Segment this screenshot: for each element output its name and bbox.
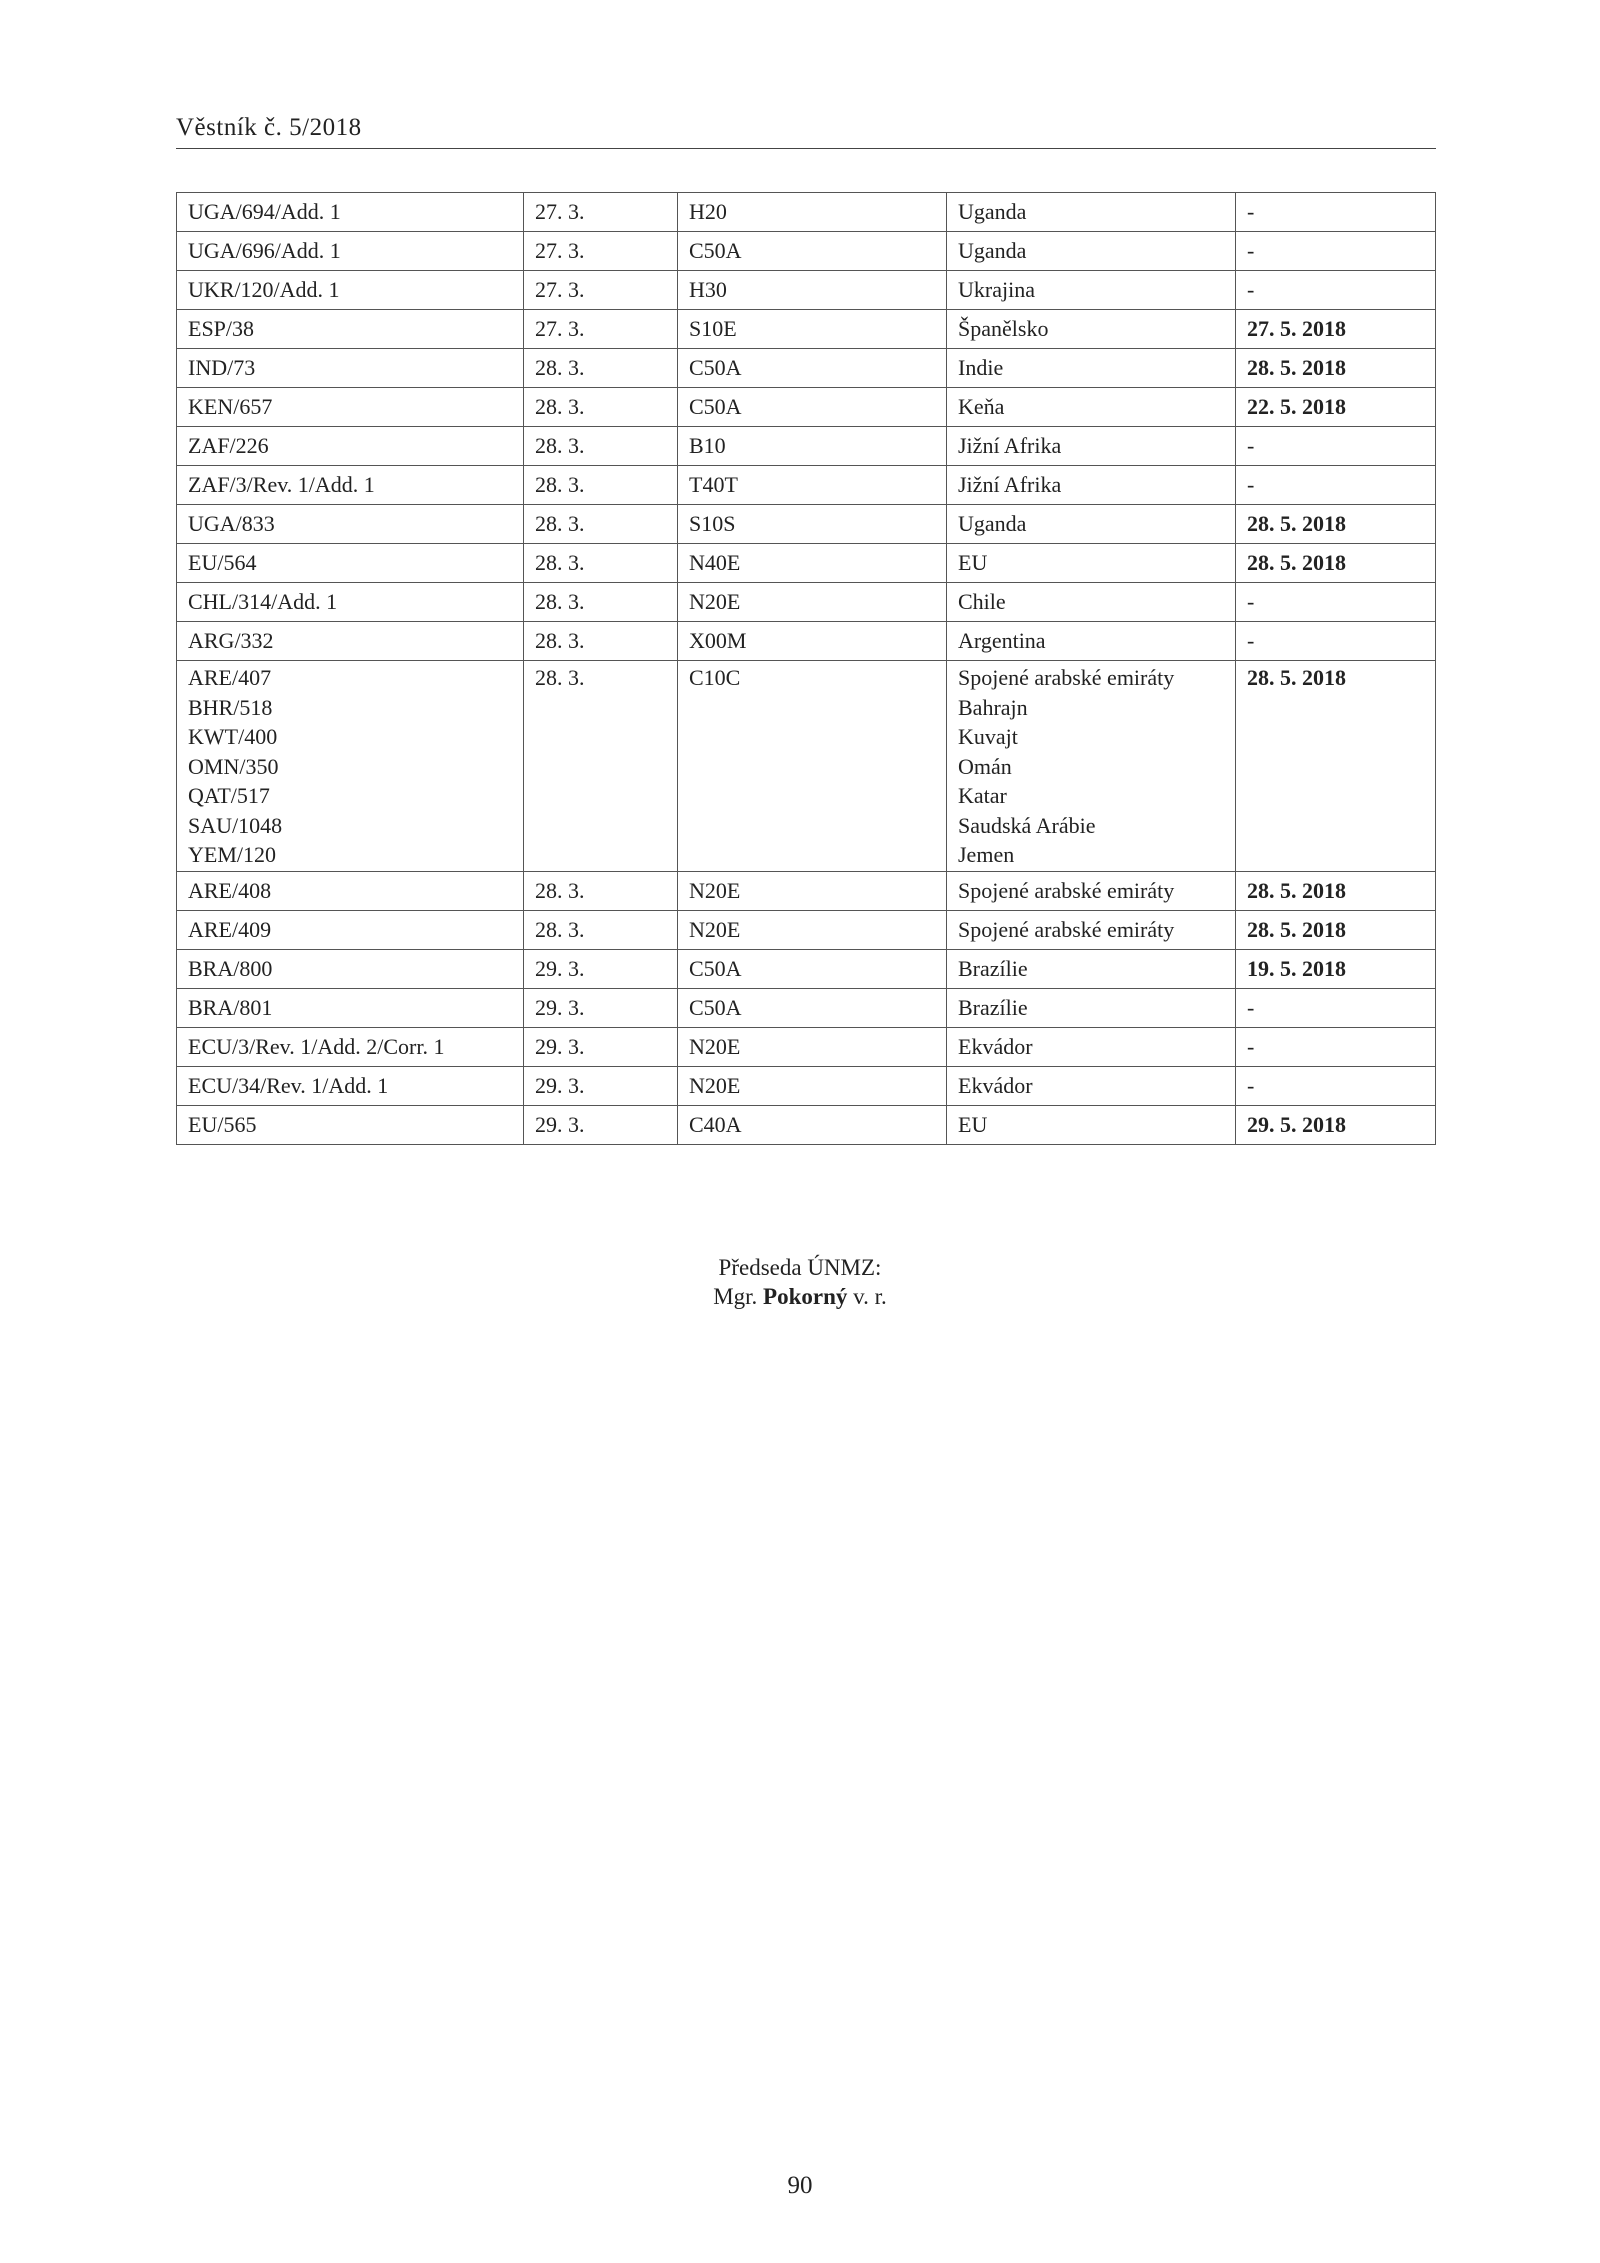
cell-code: T40T [678,466,947,505]
notifications-table [176,192,1436,1145]
cell-date: 28. 3. [524,544,678,583]
cell-date: 29. 3. [524,1066,678,1105]
cell-code: S10E [678,310,947,349]
cell-date: 28. 3. [524,871,678,910]
cell-code: N20E [678,583,947,622]
signature-suffix: v. r. [853,1284,887,1309]
cell-deadline: 28. 5. 2018 [1236,349,1436,388]
cell-deadline: - [1236,583,1436,622]
cell-code: N20E [678,1027,947,1066]
cell-deadline: 28. 5. 2018 [1236,871,1436,910]
cell-doc: EU/564 [177,544,524,583]
cell-code: N20E [678,871,947,910]
table-row [177,505,1436,544]
multi-country: Kuvajt [958,724,1018,749]
cell-doc: ZAF/226 [177,427,524,466]
cell-country: Uganda [947,232,1236,271]
cell-deadline: - [1236,271,1436,310]
cell-deadline: - [1236,622,1436,661]
cell-date: 27. 3. [524,271,678,310]
cell-doc: ECU/34/Rev. 1/Add. 1 [177,1066,524,1105]
cell-date: 28. 3. [524,505,678,544]
cell-country: Jižní Afrika [947,427,1236,466]
table-row [177,193,1436,232]
cell-code: H30 [678,271,947,310]
multi-doc: YEM/120 [188,842,276,867]
cell-deadline-multi: 28. 5. 2018 [1236,661,1436,872]
cell-country: Brazílie [947,988,1236,1027]
multi-doc: KWT/400 [188,724,278,749]
table-row [177,622,1436,661]
page-header [176,114,1436,149]
cell-deadline: 22. 5. 2018 [1236,388,1436,427]
cell-deadline: 28. 5. 2018 [1236,544,1436,583]
cell-code: C50A [678,988,947,1027]
cell-country: Indie [947,349,1236,388]
cell-code: C40A [678,1105,947,1144]
cell-date: 28. 3. [524,466,678,505]
cell-country: EU [947,544,1236,583]
table-row [177,1105,1436,1144]
cell-doc: ZAF/3/Rev. 1/Add. 1 [177,466,524,505]
cell-date: 29. 3. [524,988,678,1027]
cell-country: Keňa [947,388,1236,427]
cell-code: C50A [678,388,947,427]
table-row [177,349,1436,388]
signature-name: Pokorný [763,1284,848,1309]
table-row [177,427,1436,466]
cell-doc: UGA/696/Add. 1 [177,232,524,271]
multi-doc: OMN/350 [188,753,279,779]
signature-title-prefix: Mgr. [713,1284,758,1309]
cell-deadline: - [1236,1066,1436,1105]
cell-date: 28. 3. [524,910,678,949]
cell-doc: ARG/332 [177,622,524,661]
multi-doc: BHR/518 [188,694,273,720]
cell-country: Španělsko [947,310,1236,349]
cell-doc: UGA/833 [177,505,524,544]
cell-country: Ekvádor [947,1066,1236,1105]
cell-country: Brazílie [947,949,1236,988]
table-body-multi [177,661,1436,872]
cell-doc: BRA/800 [177,949,524,988]
cell-deadline: - [1236,232,1436,271]
cell-code: C50A [678,349,947,388]
cell-doc: IND/73 [177,349,524,388]
cell-country: Argentina [947,622,1236,661]
cell-code: H20 [678,193,947,232]
cell-deadline: 29. 5. 2018 [1236,1105,1436,1144]
cell-doc: EU/565 [177,1105,524,1144]
cell-country: Ukrajina [947,271,1236,310]
table-row [177,232,1436,271]
table-row [177,583,1436,622]
cell-code: N20E [678,910,947,949]
multi-country: Saudská Arábie [958,812,1096,838]
cell-date: 27. 3. [524,310,678,349]
table-row-multi [177,661,1436,872]
cell-country: EU [947,1105,1236,1144]
cell-country-multi [947,661,1236,872]
cell-date: 28. 3. [524,349,678,388]
cell-deadline: - [1236,988,1436,1027]
cell-date: 29. 3. [524,1105,678,1144]
table-row [177,310,1436,349]
table-row [177,1066,1436,1105]
signature-block [0,1253,1600,1311]
cell-deadline: 19. 5. 2018 [1236,949,1436,988]
table-body-top [177,193,1436,661]
cell-country: Uganda [947,193,1236,232]
table-row [177,949,1436,988]
cell-doc: BRA/801 [177,988,524,1027]
header-title: Věstník č. 5/2018 [176,114,362,141]
table-row [177,271,1436,310]
cell-date: 27. 3. [524,232,678,271]
cell-date: 28. 3. [524,622,678,661]
cell-date-multi: 28. 3. [524,661,678,872]
multi-country: Omán [958,753,1012,779]
cell-doc: ARE/408 [177,871,524,910]
cell-deadline: - [1236,466,1436,505]
cell-date: 27. 3. [524,193,678,232]
cell-code: S10S [678,505,947,544]
cell-country: Uganda [947,505,1236,544]
cell-code: N40E [678,544,947,583]
table-row [177,544,1436,583]
cell-code: X00M [678,622,947,661]
cell-date: 29. 3. [524,949,678,988]
cell-country: Chile [947,583,1236,622]
cell-deadline: - [1236,1027,1436,1066]
cell-doc: CHL/314/Add. 1 [177,583,524,622]
multi-country: Bahrajn [958,694,1028,720]
table-row [177,871,1436,910]
cell-date: 28. 3. [524,388,678,427]
cell-deadline: - [1236,193,1436,232]
signature-role: Předseda ÚNMZ: [718,1255,882,1280]
multi-country: Spojené arabské emiráty [958,665,1175,690]
cell-deadline: 28. 5. 2018 [1236,505,1436,544]
table-row [177,1027,1436,1066]
table-row [177,910,1436,949]
signature-line [0,1282,1600,1311]
page-number: 90 [787,2172,813,2199]
cell-country: Spojené arabské emiráty [947,871,1236,910]
cell-deadline: - [1236,427,1436,466]
cell-country: Spojené arabské emiráty [947,910,1236,949]
cell-country: Ekvádor [947,1027,1236,1066]
cell-date: 28. 3. [524,583,678,622]
multi-doc: SAU/1048 [188,812,283,838]
cell-doc: ECU/3/Rev. 1/Add. 2/Corr. 1 [177,1027,524,1066]
cell-date: 28. 3. [524,427,678,466]
cell-doc: ARE/409 [177,910,524,949]
multi-doc: ARE/407 [188,665,272,690]
cell-code: B10 [678,427,947,466]
table-row [177,466,1436,505]
cell-code-multi: C10C [678,661,947,872]
cell-doc: UGA/694/Add. 1 [177,193,524,232]
cell-country: Jižní Afrika [947,466,1236,505]
multi-doc: QAT/517 [188,783,270,808]
cell-doc: UKR/120/Add. 1 [177,271,524,310]
cell-code: C50A [678,949,947,988]
table-body-bottom [177,871,1436,1144]
cell-code: N20E [678,1066,947,1105]
cell-code: C50A [678,232,947,271]
cell-deadline: 27. 5. 2018 [1236,310,1436,349]
cell-deadline: 28. 5. 2018 [1236,910,1436,949]
multi-country: Katar [958,783,1007,808]
table-row [177,988,1436,1027]
cell-doc: KEN/657 [177,388,524,427]
cell-doc: ESP/38 [177,310,524,349]
table-row [177,388,1436,427]
multi-country: Jemen [958,842,1015,867]
cell-date: 29. 3. [524,1027,678,1066]
cell-doc-multi [177,661,524,872]
